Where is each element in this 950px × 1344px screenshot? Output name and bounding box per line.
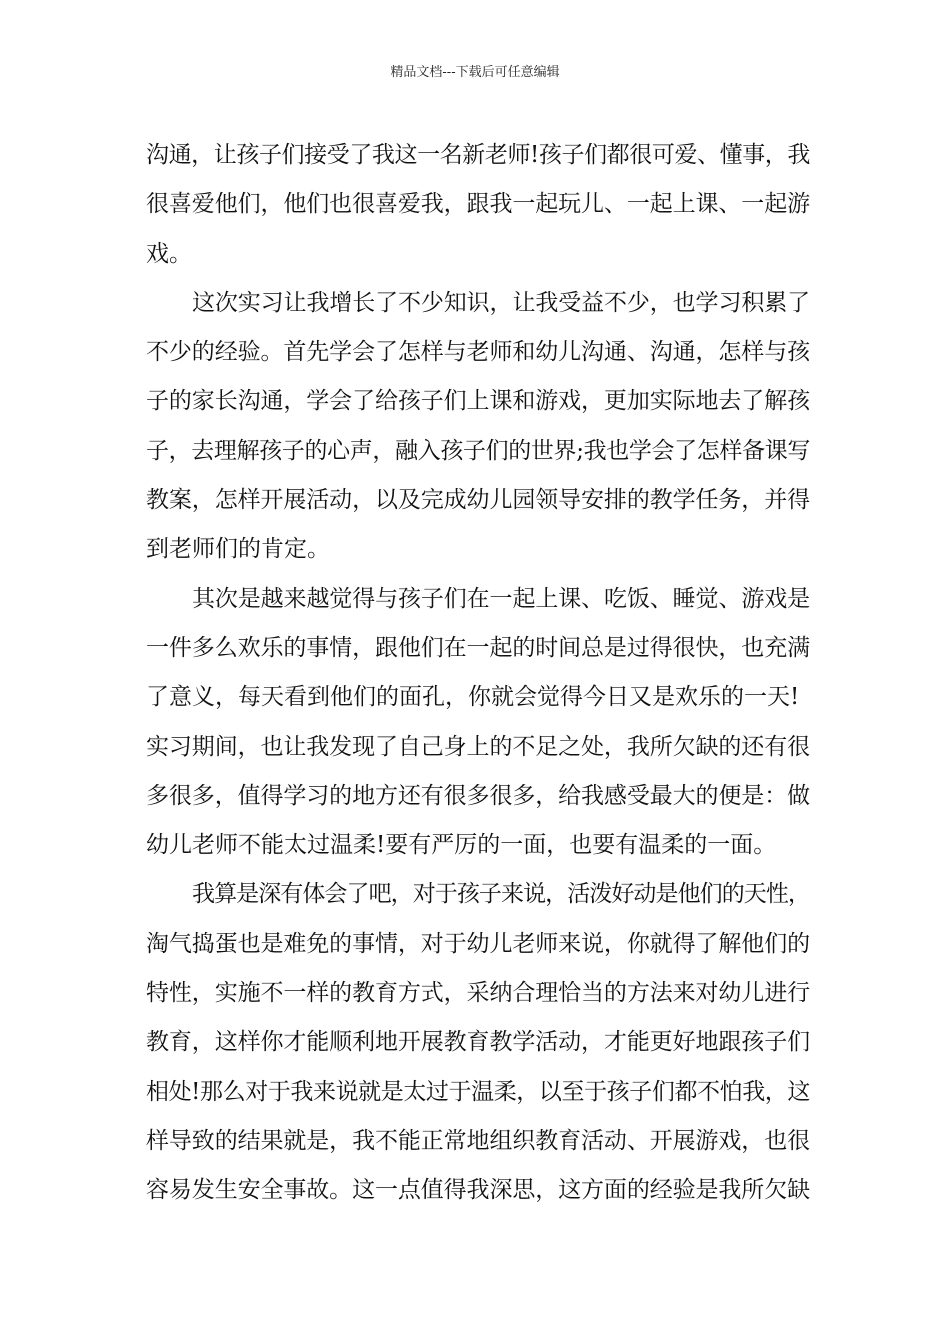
text-line — [146, 870, 810, 919]
text-line — [146, 1166, 810, 1215]
text-line — [146, 230, 810, 279]
text-line-content: 到老师们的肯定。 — [146, 536, 330, 563]
text-line-content: 这次实习让我增长了不少知识，让我受益不少，也学习积累了 — [192, 289, 811, 316]
text-line-content: 我算是深有体会了吧，对于孩子来说，活泼好动是他们的天性， — [192, 881, 811, 908]
text-line-content: 样导致的结果就是，我不能正常地组织教育活动、开展游戏，也很 — [146, 1127, 811, 1154]
text-line — [146, 920, 810, 969]
text-line — [146, 673, 810, 722]
text-line-content: 多很多，值得学习的地方还有很多很多，给我感受最大的便是：做 — [146, 782, 811, 809]
text-line-content: 容易发生安全事故。这一点值得我深思，这方面的经验是我所欠缺 — [146, 1177, 811, 1204]
text-line-content: 幼儿老师不能太过温柔!要有严厉的一面，也要有温柔的一面。 — [146, 832, 777, 859]
text-line — [146, 525, 810, 574]
text-line-content: 子的家长沟通，学会了给孩子们上课和游戏，更加实际地去了解孩 — [146, 388, 811, 415]
text-line-content: 实习期间，也让我发现了自己身上的不足之处，我所欠缺的还有很 — [146, 733, 811, 760]
text-line — [146, 476, 810, 525]
text-line — [146, 328, 810, 377]
text-line — [146, 1117, 810, 1166]
text-line — [146, 1068, 810, 1117]
text-line-content: 教育，这样你才能顺利地开展教育教学活动，才能更好地跟孩子们 — [146, 1029, 811, 1056]
text-line — [146, 427, 810, 476]
text-line — [146, 377, 810, 426]
text-line-content: 沟通，让孩子们接受了我这一名新老师!孩子们都很可爱、懂事，我 — [146, 142, 810, 168]
text-line-content: 相处!那么对于我来说就是太过于温柔，以至于孩子们都不怕我，这 — [146, 1078, 810, 1105]
text-line — [146, 772, 810, 821]
text-line — [146, 624, 810, 673]
text-line-content: 一件多么欢乐的事情，跟他们在一起的时间总是过得很快，也充满 — [146, 634, 811, 661]
text-line — [146, 575, 810, 624]
text-line-content: 不少的经验。首先学会了怎样与老师和幼儿沟通、沟通，怎样与孩 — [146, 339, 811, 366]
text-line-content: 很喜爱他们，他们也很喜爱我，跟我一起玩儿、一起上课、一起游 — [146, 191, 811, 218]
text-line — [146, 1018, 810, 1067]
text-line-content: 子，去理解孩子的心声，融入孩子们的世界;我也学会了怎样备课写 — [146, 437, 810, 464]
text-line-content: 戏。 — [146, 240, 192, 267]
text-line-content: 了意义，每天看到他们的面孔，你就会觉得今日又是欢乐的一天! — [146, 684, 800, 711]
text-line-content: 淘气捣蛋也是难免的事情，对于幼儿老师来说，你就得了解他们的 — [146, 930, 811, 957]
text-line — [146, 821, 810, 870]
text-line — [146, 279, 810, 328]
body-text — [146, 131, 810, 1216]
text-line — [146, 723, 810, 772]
text-line — [146, 131, 810, 180]
page-header: 精品文档---下载后可任意编辑 — [390, 65, 560, 80]
text-line-content: 教案，怎样开展活动，以及完成幼儿园领导安排的教学任务，并得 — [146, 487, 811, 514]
text-line-content: 特性，实施不一样的教育方式，采纳合理恰当的方法来对幼儿进行 — [146, 980, 811, 1007]
text-line — [146, 969, 810, 1018]
text-line-content: 其次是越来越觉得与孩子们在一起上课、吃饭、睡觉、游戏是 — [192, 585, 811, 612]
text-line — [146, 180, 810, 229]
